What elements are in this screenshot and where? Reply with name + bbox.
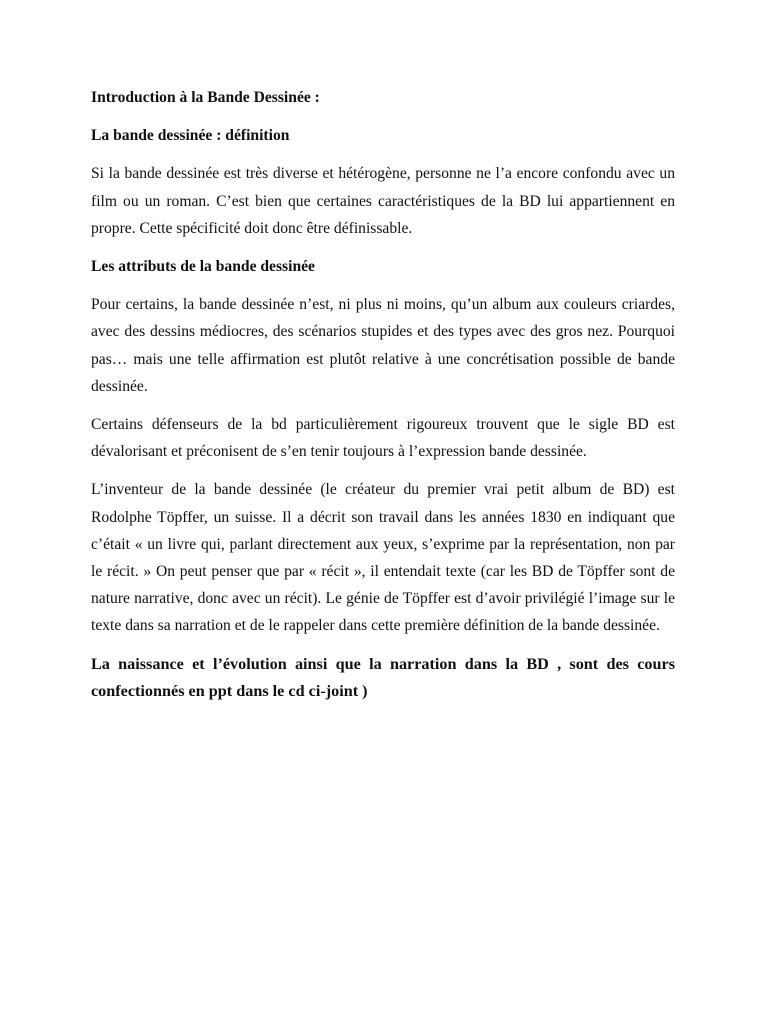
- paragraph-attributes: Pour certains, la bande dessinée n’est, ni plus ni moins, qu’un album aux couleurs criardes, avec des dessins médiocres, des scénarios stupides et des types avec des gros nez. Pourquoi pas… mais une telle affirmation est plutôt relative à une concrétisation possible de bande dessinée.: [91, 296, 675, 395]
- paragraph-defenders: Certains défenseurs de la bd particulièrement rigoureux trouvent que le sigle BD est dévalorisant et préconisent de s’en tenir toujours à l’expression bande dessinée.: [91, 416, 675, 461]
- closing-note: La naissance et l’évolution ainsi que la narration dans la BD , sont des cours confectionnés en ppt dans le cd ci-joint ): [91, 654, 675, 701]
- section-heading-attributes: Les attributs de la bande dessinée: [91, 258, 315, 276]
- section-heading-definition: La bande dessinée : définition: [91, 127, 290, 145]
- document-title: Introduction à la Bande Dessinée :: [91, 89, 320, 106]
- paragraph-inventor: L’inventeur de la bande dessinée (le créateur du premier vrai petit album de BD) est Rodolphe Töpffer, un suisse. Il a décrit son travail dans les années 1830 en indiquant que c’était « un livre qui, parlant directement aux yeux, s’exprime par la représentation, non par le récit. » On peut penser que par « récit », il entendait texte (car les BD de Töpffer sont de nature narrative, donc avec un récit). Le génie de Töpffer est d’avoir privilégié l’image sur le texte dans sa narration et de le rappeler dans cette première définition de la bande dessinée.: [91, 481, 675, 635]
- document-page: [91, 84, 675, 706]
- paragraph-definition: Si la bande dessinée est très diverse et hétérogène, personne ne l’a encore confondu avec un film ou un roman. C’est bien que certaines caractéristiques de la BD lui appartiennent en propre. Cette spécificité doit donc être définissable.: [91, 165, 675, 237]
